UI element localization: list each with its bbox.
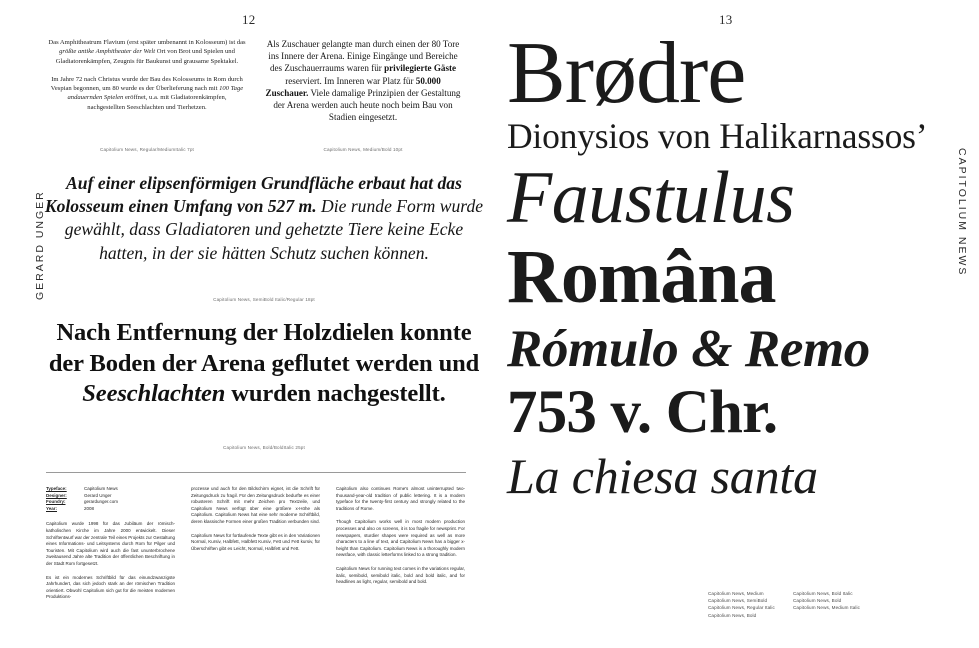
caption-column-one: Capitolium News, Regular/MediumItalic 7pt	[100, 147, 194, 152]
colophon-paragraph: Though Capitolium works well in most modern production processes and also on screens, it is too fragile for newsprint. For newspapers, sturdier shapes were required as well as more characters to a line of text, and Capitolium News has a bigger x-height than Capitolium. Capitolium News is a thoroughly modern newsface, with classic letterforms linked to a strong tradition.	[336, 519, 465, 558]
caption-line: Capitolium News, SemiBold	[708, 598, 768, 604]
display-line-7: La chiesa santa	[507, 448, 818, 504]
caption-line: Capitolium News, Bold Italic	[792, 591, 853, 596]
caption-italic-block: Capitolium News, SemiBold Italic/Regular 18pt	[213, 297, 315, 302]
display-line-3: Faustulus	[507, 157, 795, 239]
display-line-6: 753 v. Chr.	[507, 379, 778, 446]
caption-line: Capitolium News, Medium	[708, 591, 764, 596]
caption-line: Capitolium News, Medium Italic	[792, 605, 861, 611]
metadata-value: Capitolium News	[84, 486, 118, 491]
colophon-divider	[46, 472, 466, 473]
page-number-right: 13	[719, 12, 733, 27]
caption-list-two	[793, 590, 860, 619]
top-text-columns	[48, 38, 480, 123]
colophon-paragraph: Capitolium also continues Rome's almost uninterrupted two-thousand-year-old tradition of public lettering. It is a modern typeface for the twenty-first century and strongly related to the traditions of Rome.	[336, 486, 465, 511]
metadata-key: Designer:	[46, 492, 67, 498]
page-number-left: 12	[242, 12, 256, 27]
colophon-column-three	[336, 486, 465, 608]
colophon-german-two	[191, 486, 320, 552]
text-column-one	[48, 38, 246, 123]
display-line-4: Româna	[507, 235, 776, 319]
metadata-value: gerardunger.com	[84, 499, 119, 505]
metadata-key: Typeface:	[46, 486, 67, 491]
colophon-german-one	[46, 521, 175, 601]
caption-list-one	[708, 590, 775, 619]
colophon-column-two	[191, 486, 320, 608]
display-line-2: Dionysios von Halikarnassos’	[507, 116, 928, 156]
caption-line: Capitolium News, Bold	[708, 612, 757, 618]
display-line-5: Rómulo & Remo	[507, 320, 870, 378]
bold-display-block: Nach Entfernung der Holzdielen konnte der Boden der Arena geflutet werden und Seeschlachten wurden nachgestellt.	[48, 319, 480, 407]
metadata-key: Foundry:	[46, 499, 66, 505]
display-line-1: Brødre	[507, 25, 746, 122]
running-head-typeface: CAPITOLIUM NEWS	[956, 148, 968, 277]
typeface-metadata	[46, 486, 175, 512]
italic-display-block: Auf einer elipsenförmigen Grundfläche erbaut hat das Kolosseum einen Umfang von 527 m. Die runde Form wurde gewählt, dass Gladiatoren und gehetzte Tiere keine Ecke hatten, in der sie hätten Schutz suchen können.	[44, 173, 484, 263]
caption-line: Capitolium News, Regular Italic	[708, 605, 775, 611]
running-head-designer: GERARD UNGER	[34, 190, 46, 300]
colophon-column-one	[46, 486, 175, 608]
colophon-english	[336, 486, 465, 586]
colophon-paragraph: Capitolium News for running text comes in the variations regular, italic, semibold, semibold italic, bold and bold italic, and for headlines as light, regular, semibold and bold.	[336, 565, 465, 585]
colophon-paragraph: Es ist ein modernes Schriftbild für das einundzwanzigste Jahrhundert, das sich jedoch stark an der römischen Tradition orientiert. Obwohl Capitolium sich gut für die meisten modernen Produktions-	[46, 574, 175, 600]
colophon-paragraph: prozesse und auch für den Bildschirm eignet, ist die Schrift für Zeitungsdruck zu fragil. Für den Zeitungsdruck bedurfte es einer robusteren Schrift mit mehr Zeichen pro Textzeile, und Capitolium News verfügt über eine größere x-Höhe als Capitolium. Capitolium News hat eine sehr moderne Schriftbild, deren klassische Formen einer großen Tradition verbunden sind.	[191, 486, 320, 524]
caption-line: Capitolium News, Bold	[792, 598, 842, 604]
metadata-value: Gerard Unger	[84, 492, 112, 498]
metadata-key: Year:	[46, 505, 58, 511]
colophon	[46, 486, 466, 608]
right-page-captions	[708, 590, 968, 619]
caption-column-two: Capitolium News, Medium/Bold 10pt	[323, 147, 403, 152]
metadata-value: 2008	[84, 505, 95, 511]
paragraph-amphitheatrum: Das Amphitheatrum Flavium (erst später umbenannt in Kolosseum) ist das größte antike Amphitheater der Welt Ort von Brot und Spielen und Gladiatorenkämpfen, Zeugnis für Baukunst und grausame Spektakel.	[48, 39, 246, 65]
left-page	[0, 0, 489, 648]
text-column-two	[264, 38, 462, 123]
caption-bold-block: Capitolium News, Bold/BoldItalic 25pt	[223, 445, 305, 450]
paragraph-zuschauer: Als Zuschauer gelangte man durch einen der 80 Tore ins Innere der Arena. Einige Eingänge und Bereiche des Zuschauerraums waren für privilegierte Gäste reserviert. Im Inneren war Platz für 50.000 Zuschauer. Viele damalige Prinzipien der Gestaltung der Arena werden auch heute noch beim Bau von Stadien eingesetzt.	[265, 39, 461, 123]
display-specimen-lines	[507, 26, 965, 504]
colophon-paragraph: Capitolium News für fortlaufende Texte gibt es in den Variationen Normal, Kursiv, Halbfett, Halbfett Kursiv, Fett und Fett kursiv, für Überschriften gibt es Leicht, Normal, Halbfett und Fett.	[191, 532, 320, 551]
right-page	[489, 0, 979, 648]
colophon-paragraph: Capitolium wurde 1998 für das Jubiläum der römisch-katholischen Kirche im Jahre 2000 entwickelt. Dieser Schriftentwurf war der zentrale Teil eines Projekts zur Gestaltung eines Informations- und Leitsystems durch Rom für Pilger und Touristen. Mit Capitolium wird auch die fast ununterbrochene zweitausend Jahre alte Tradition der öffentlichen Beschriftung in der Stadt Rom fortgesetzt.	[46, 521, 175, 566]
paragraph-im-jahre-72: Im Jahre 72 nach Christus wurde der Bau des Kolosseums in Rom durch Vespian begonnen, um 80 wurde es der Überlieferung nach mit 100 Tage andauernden Spielen eröffnet, u.a. mit Gladiatorenkämpfen, nachgestellten Seeschlachten und Tierhetzen.	[50, 75, 244, 111]
